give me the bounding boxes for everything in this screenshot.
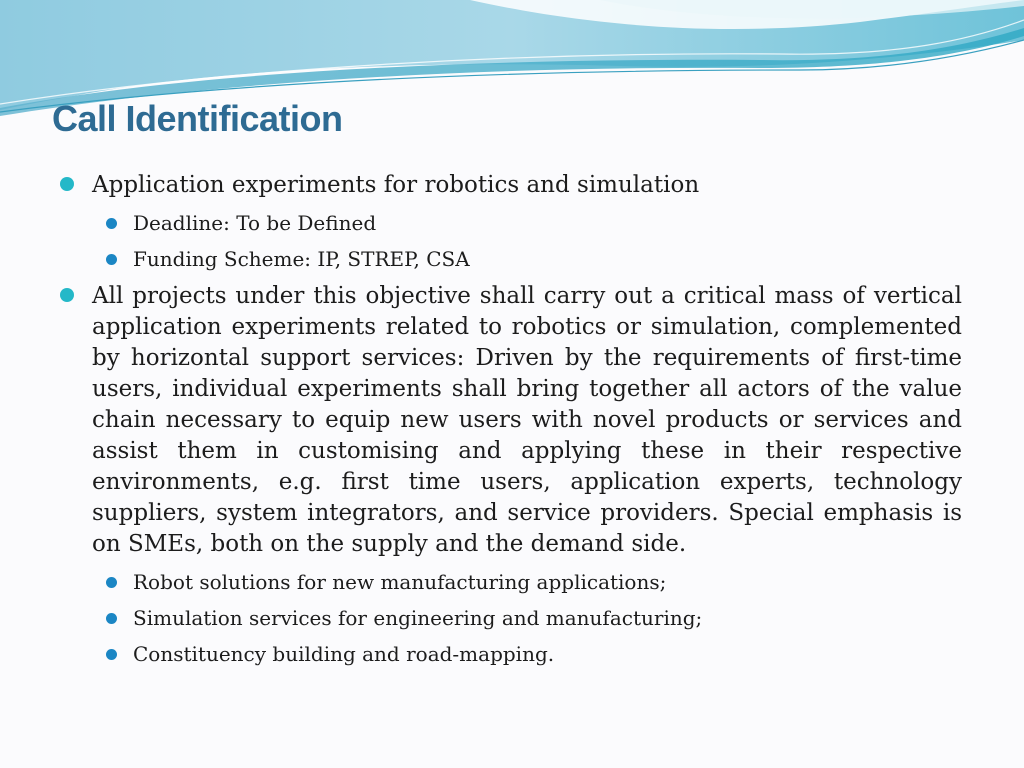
- sub-bullet-text: Robot solutions for new manufacturing applications;: [133, 570, 667, 594]
- sub-bullet-text: Constituency building and road-mapping.: [133, 642, 555, 666]
- sub-bullet-text: Funding Scheme: IP, STREP, CSA: [133, 247, 470, 271]
- bullet-text: Application experiments for robotics and simulation: [92, 172, 700, 198]
- sub-bullet-dot-icon: [106, 218, 117, 229]
- bullet-dot-icon: [60, 288, 74, 302]
- sub-bullet-text: Simulation services for engineering and manufacturing;: [133, 606, 703, 630]
- sub-bullet-list: [60, 564, 962, 672]
- bullet-text: All projects under this objective shall carry out a critical mass of vertical application experiments related to robotics or simulation, complemented by horizontal support services: Driven by the requirements of first-time users, individual experiments shall bring together all actors of the value chain necessary to equip new users with novel products or services and assist them in customising and applying these in their respective environments, e.g. first time users, application experts, technology suppliers, system integrators, and service providers. Special emphasis is on SMEs, both on the supply and the demand side.: [92, 283, 962, 557]
- sub-bullet-item: [60, 564, 962, 600]
- sub-bullet-list: [60, 205, 962, 277]
- sub-bullet-text: Deadline: To be Defined: [133, 211, 377, 235]
- sub-bullet-dot-icon: [106, 254, 117, 265]
- bullet-item: [60, 170, 962, 201]
- sub-bullet-item: [60, 205, 962, 241]
- sub-bullet-dot-icon: [106, 649, 117, 660]
- sub-bullet-dot-icon: [106, 613, 117, 624]
- sub-bullet-item: [60, 636, 962, 672]
- sub-bullet-item: [60, 600, 962, 636]
- bullet-item: [60, 281, 962, 560]
- slide-title: Call Identification: [52, 98, 343, 139]
- sub-bullet-dot-icon: [106, 577, 117, 588]
- slide-body: [60, 170, 962, 672]
- bullet-dot-icon: [60, 177, 74, 191]
- sub-bullet-item: [60, 241, 962, 277]
